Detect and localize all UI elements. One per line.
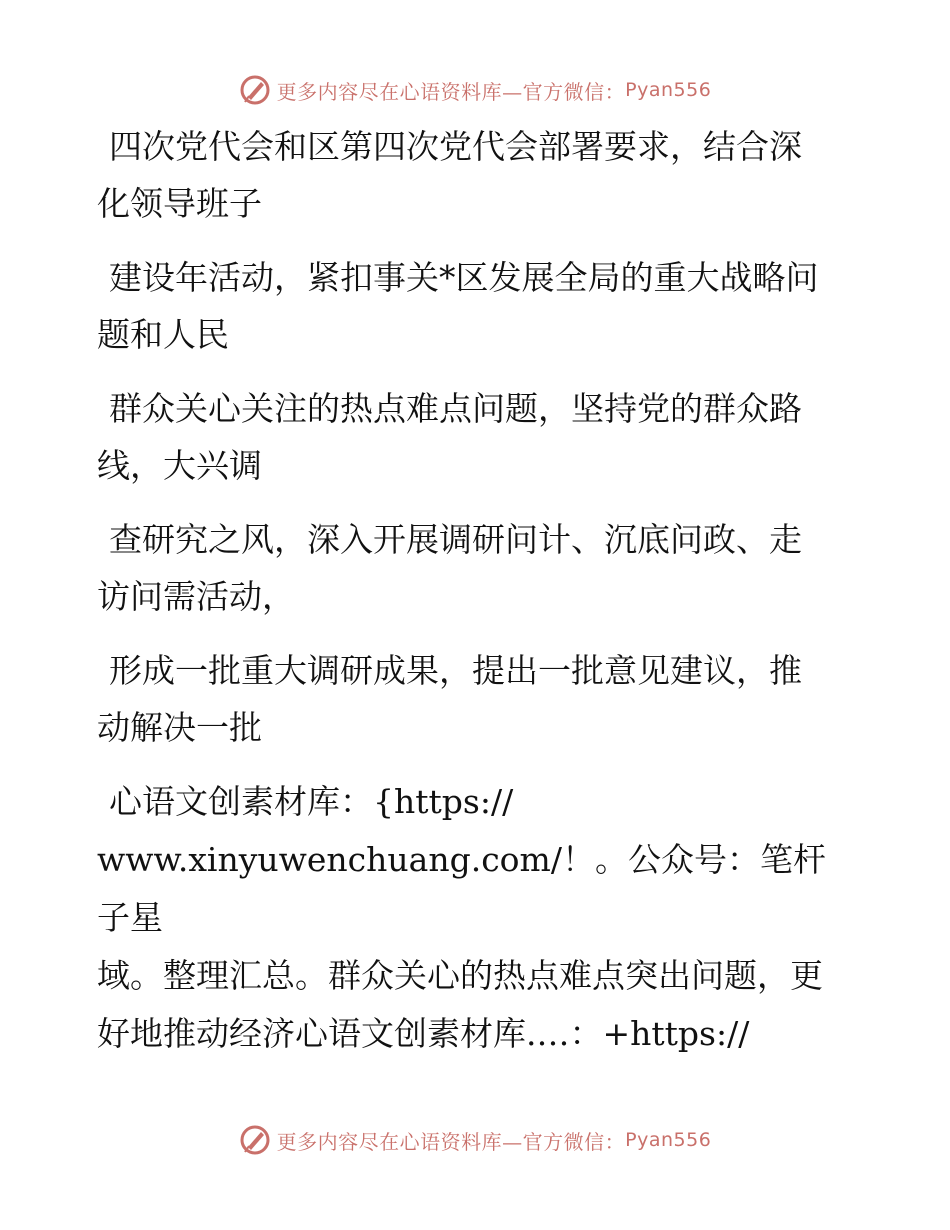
header-watermark (0, 70, 950, 110)
paragraph-line: 题和人民 (97, 315, 229, 354)
paragraph (97, 511, 857, 625)
paragraph-line: www.xinyuwenchuang.com/！。公众号：笔杆子星 (97, 840, 826, 937)
paragraph (97, 249, 857, 363)
paragraph-line: 群众关心关注的热点难点问题，坚持党的群众路 (109, 389, 802, 428)
paragraph (97, 642, 857, 756)
paragraph-line: 好地推动经济心语文创素材库.…：+https:// (97, 1014, 750, 1053)
paragraph-line: 心语文创素材库：{https:// (109, 782, 514, 821)
paragraph-line: 访问需活动， (97, 577, 295, 616)
pen-circle-icon (239, 74, 271, 106)
footer-watermark-id: Pyan556 (625, 1129, 712, 1151)
pen-circle-icon (239, 1124, 271, 1156)
footer-watermark (0, 1120, 950, 1160)
paragraph-source (97, 773, 857, 1063)
header-watermark-id: Pyan556 (625, 79, 712, 101)
paragraph-line: 线，大兴调 (97, 446, 262, 485)
document-body (97, 118, 857, 1063)
paragraph-line: 动解决一批 (97, 708, 262, 747)
header-watermark-text: 更多内容尽在心语资料库—官方微信： (276, 79, 626, 104)
paragraph-line: 查研究之风，深入开展调研问计、沉底问政、走 (109, 520, 802, 559)
paragraph-line: 化领导班子 (97, 184, 262, 223)
paragraph-line: 四次党代会和区第四次党代会部署要求，结合深 (109, 127, 802, 166)
paragraph-line: 建设年活动，紧扣事关*区发展全局的重大战略问 (109, 258, 819, 297)
footer-watermark-text: 更多内容尽在心语资料库—官方微信： (276, 1129, 626, 1154)
paragraph-line: 域。整理汇总。群众关心的热点难点突出问题，更 (97, 956, 823, 995)
paragraph (97, 118, 857, 232)
paragraph (97, 380, 857, 494)
paragraph-line: 形成一批重大调研成果，提出一批意见建议，推 (109, 651, 802, 690)
